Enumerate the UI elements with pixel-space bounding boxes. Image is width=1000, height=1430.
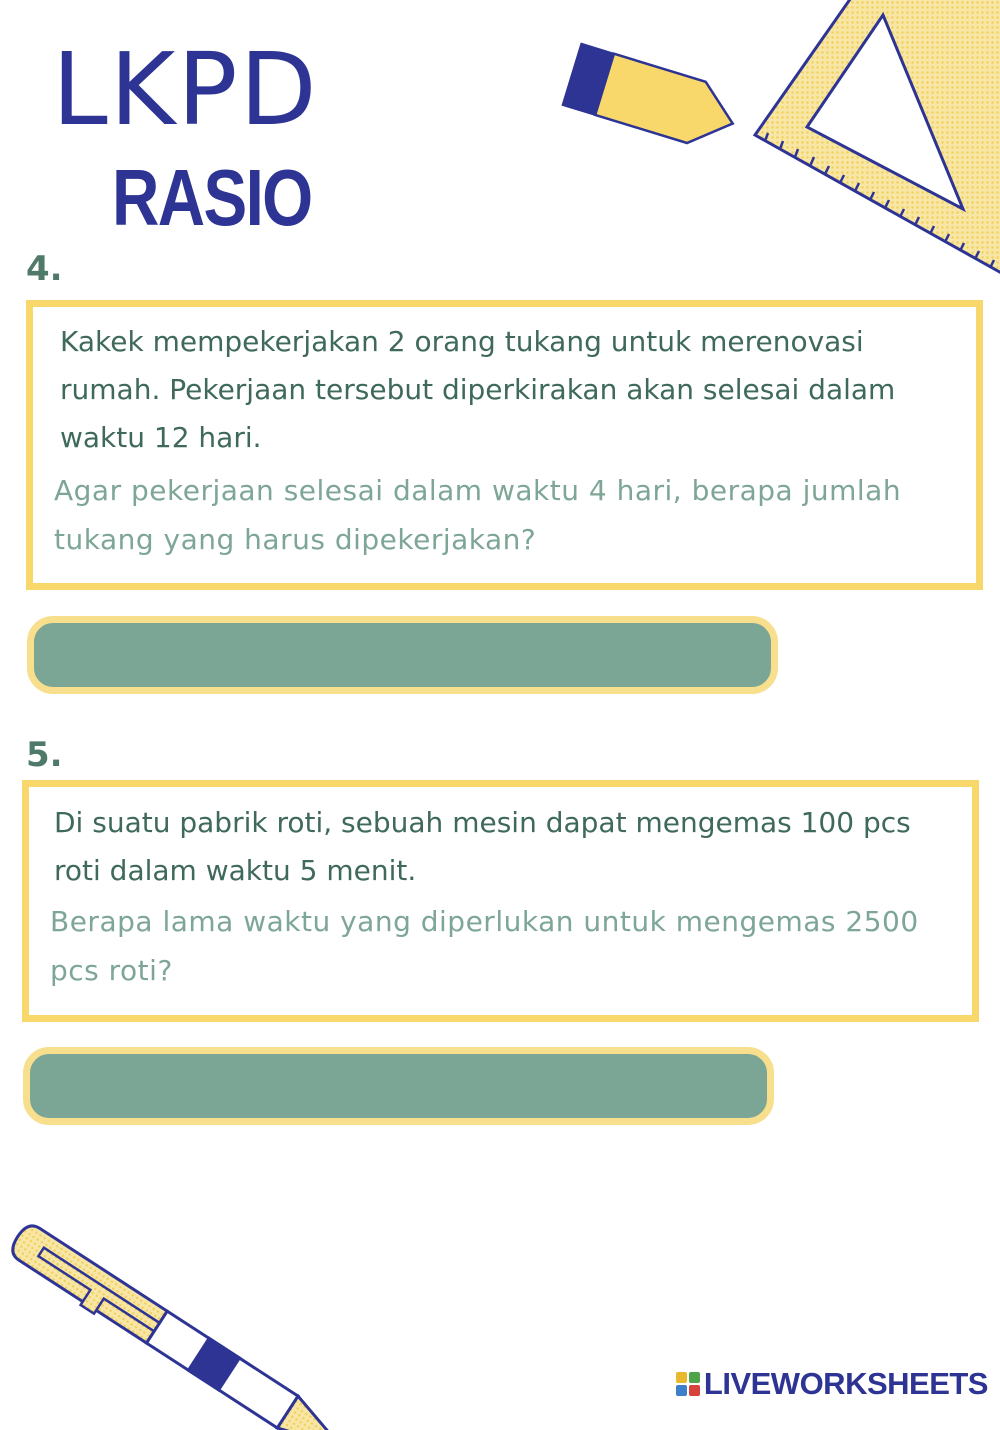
liveworksheets-logo bbox=[676, 1366, 988, 1402]
question-text-line: Di suatu pabrik roti, sebuah mesin dapat mengemas 100 pcs bbox=[54, 806, 911, 839]
page-title: LKPD bbox=[52, 31, 319, 148]
question-ask-line: Agar pekerjaan selesai dalam waktu 4 hari, berapa jumlah bbox=[54, 474, 902, 507]
question-text-line: roti dalam waktu 5 menit. bbox=[54, 854, 417, 887]
brand-name: LIVEWORKSHEETS bbox=[703, 1366, 988, 1401]
question-number: 4. bbox=[26, 249, 63, 289]
question-text-line: rumah. Pekerjaan tersebut diperkirakan akan selesai dalam bbox=[60, 373, 896, 406]
question-ask-line: tukang yang harus dipekerjakan? bbox=[54, 523, 537, 556]
liveworksheets-logo-icon bbox=[676, 1372, 700, 1396]
triangle-ruler-icon bbox=[745, 0, 1000, 285]
question-number: 5. bbox=[26, 735, 63, 775]
answer-field[interactable] bbox=[27, 616, 778, 694]
question-ask-line: Berapa lama waktu yang diperlukan untuk mengemas 2500 bbox=[50, 905, 919, 938]
pen-icon bbox=[20, 1230, 400, 1430]
question-text-line: Kakek mempekerjakan 2 orang tukang untuk merenovasi bbox=[60, 325, 864, 358]
answer-field[interactable] bbox=[23, 1047, 774, 1125]
pencil-icon bbox=[560, 38, 760, 158]
question-ask-line: pcs roti? bbox=[50, 954, 173, 987]
question-text-line: waktu 12 hari. bbox=[60, 421, 262, 454]
page-subtitle: RASIO bbox=[112, 153, 312, 242]
